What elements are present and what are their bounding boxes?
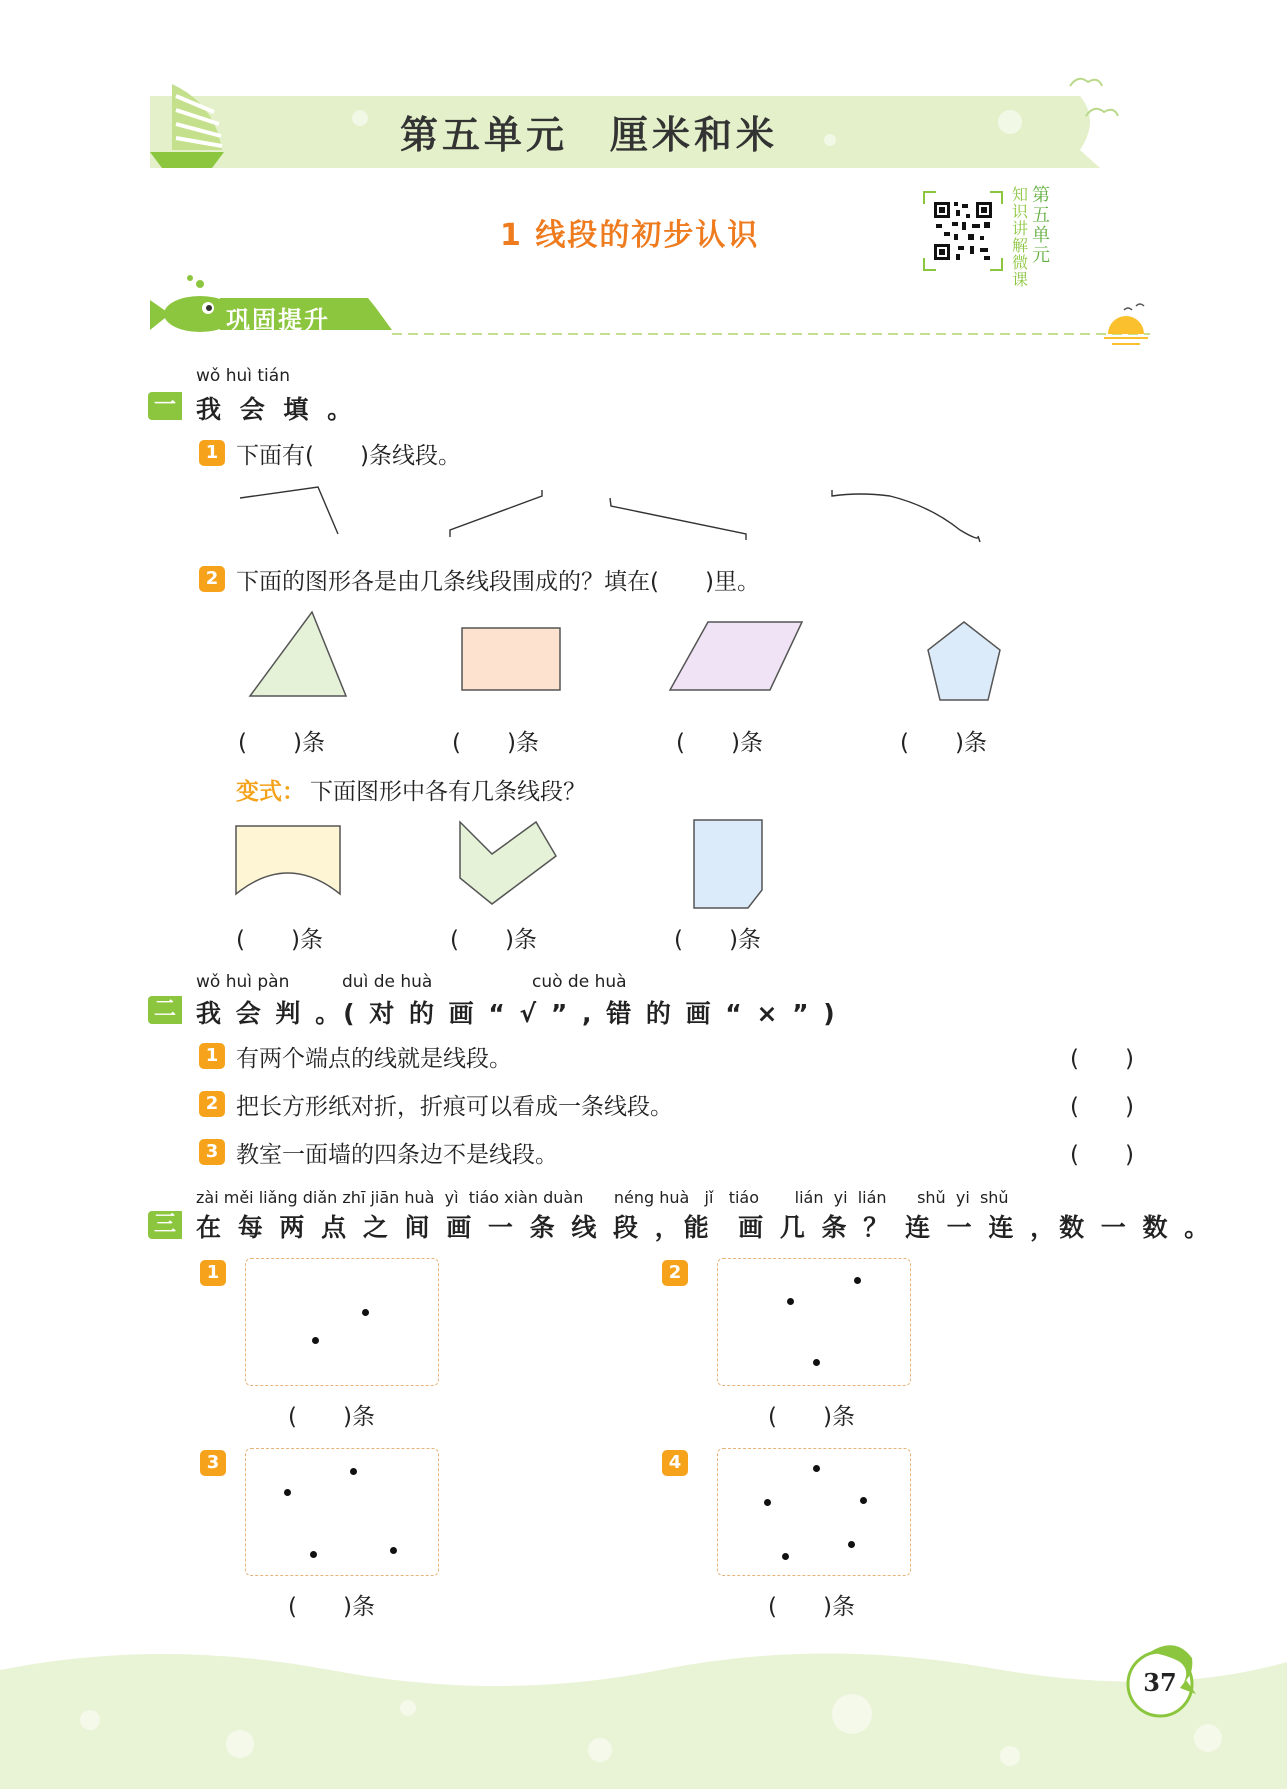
judge-2-text: 把长方形纸对折，折痕可以看成一条线段。: [236, 1094, 673, 1120]
q1-lines: [230, 480, 1000, 550]
sec1-badge: 一: [148, 392, 182, 420]
dot-box-4[interactable]: [717, 1448, 911, 1576]
q2-answer-1[interactable]: ( )条: [238, 730, 325, 756]
qr-code-icon[interactable]: [922, 190, 1004, 272]
dot[interactable]: [284, 1489, 291, 1496]
sunset-icon: [1104, 304, 1148, 344]
parallelogram-shape: [670, 622, 802, 690]
box-3-number: 3: [200, 1450, 226, 1476]
sec2-badge: 二: [148, 996, 182, 1024]
dot[interactable]: [310, 1551, 317, 1558]
dot[interactable]: [787, 1298, 794, 1305]
q1-text: 下面有( )条线段。: [236, 443, 461, 469]
rectangle-shape: [462, 628, 560, 690]
q2-answer-2[interactable]: ( )条: [452, 730, 539, 756]
box-4-number: 4: [662, 1450, 688, 1476]
unit-title: 第五单元 厘米和米: [400, 113, 779, 157]
sec1-pinyin: wǒ huì tián: [196, 366, 290, 386]
box-1-answer[interactable]: ( )条: [288, 1404, 375, 1430]
qr-label-1: 知识讲解微课: [1012, 185, 1029, 289]
sec3-pinyin: zài měi liǎng diǎn zhī jiān huà yì tiáo xiàn duàn néng huà jǐ tiáo lián yi lián shǔ yi shǔ: [196, 1188, 1009, 1207]
variant-shapes: [230, 812, 790, 916]
q2-answer-3[interactable]: ( )条: [676, 730, 763, 756]
arch-shape: [236, 826, 340, 894]
notched-shape: [460, 822, 556, 904]
judge-3-blank[interactable]: ( ): [1070, 1142, 1134, 1168]
q2-shapes: [230, 604, 1030, 714]
judge-1-number: 1: [199, 1043, 225, 1069]
sec2-pinyin-1: wǒ huì pàn: [196, 972, 290, 992]
section-banner: 巩固提升: [226, 306, 330, 334]
box-2-number: 2: [662, 1260, 688, 1286]
box-2-answer[interactable]: ( )条: [768, 1404, 855, 1430]
sec3-title: 在 每 两 点 之 间 画 一 条 线 段 ，能 画 几 条 ？ 连 一 连 ，数 一 数 。: [196, 1213, 1214, 1242]
dot[interactable]: [782, 1553, 789, 1560]
dot[interactable]: [312, 1337, 319, 1344]
sec2-pinyin-2: duì de huà: [342, 972, 433, 992]
qr-label-2: 第五单元: [1032, 185, 1050, 266]
q2-text: 下面的图形各是由几条线段围成的？填在( )里。: [236, 569, 760, 595]
dot[interactable]: [860, 1497, 867, 1504]
q1-number: 1: [199, 440, 225, 466]
header-decoration: [0, 0, 1287, 360]
sec3-badge: 三: [148, 1211, 182, 1239]
sec2-pinyin-3: cuò de huà: [532, 972, 627, 992]
footer-decoration: [0, 1640, 1287, 1789]
q2-answer-4[interactable]: ( )条: [900, 730, 987, 756]
judge-3-text: 教室一面墙的四条边不是线段。: [236, 1142, 558, 1168]
cut-rectangle-shape: [694, 820, 762, 908]
judge-1-text: 有两个端点的线就是线段。: [236, 1046, 512, 1072]
dot-box-1[interactable]: [245, 1258, 439, 1386]
dot[interactable]: [390, 1547, 397, 1554]
dot[interactable]: [362, 1309, 369, 1316]
dot[interactable]: [813, 1465, 820, 1472]
judge-1-blank[interactable]: ( ): [1070, 1046, 1134, 1072]
lesson-title: 1 线段的初步认识: [500, 218, 760, 253]
q2-number: 2: [199, 566, 225, 592]
dot-box-3[interactable]: [245, 1448, 439, 1576]
variant-answer-1[interactable]: ( )条: [236, 927, 323, 953]
dot[interactable]: [848, 1541, 855, 1548]
judge-2-number: 2: [199, 1091, 225, 1117]
variant-answer-3[interactable]: ( )条: [674, 927, 761, 953]
dot[interactable]: [854, 1277, 861, 1284]
triangle-shape: [250, 612, 346, 696]
box-4-answer[interactable]: ( )条: [768, 1594, 855, 1620]
dot[interactable]: [350, 1468, 357, 1475]
box-1-number: 1: [200, 1260, 226, 1286]
dot[interactable]: [764, 1499, 771, 1506]
variant-answer-2[interactable]: ( )条: [450, 927, 537, 953]
pentagon-shape: [928, 622, 1000, 700]
dot[interactable]: [813, 1359, 820, 1366]
judge-2-blank[interactable]: ( ): [1070, 1094, 1134, 1120]
page-number: 37: [1143, 1668, 1177, 1697]
box-3-answer[interactable]: ( )条: [288, 1594, 375, 1620]
sec1-title: 我 会 填 。: [196, 395, 358, 424]
dot-box-2[interactable]: [717, 1258, 911, 1386]
sec2-title: 我 会 判 。( 对 的 画 “ √ ” , 错 的 画 “ × ” ): [196, 999, 838, 1028]
variant-label: 变式：: [236, 779, 305, 805]
variant-text: 下面图形中各有几条线段？: [310, 779, 586, 805]
judge-3-number: 3: [199, 1139, 225, 1165]
